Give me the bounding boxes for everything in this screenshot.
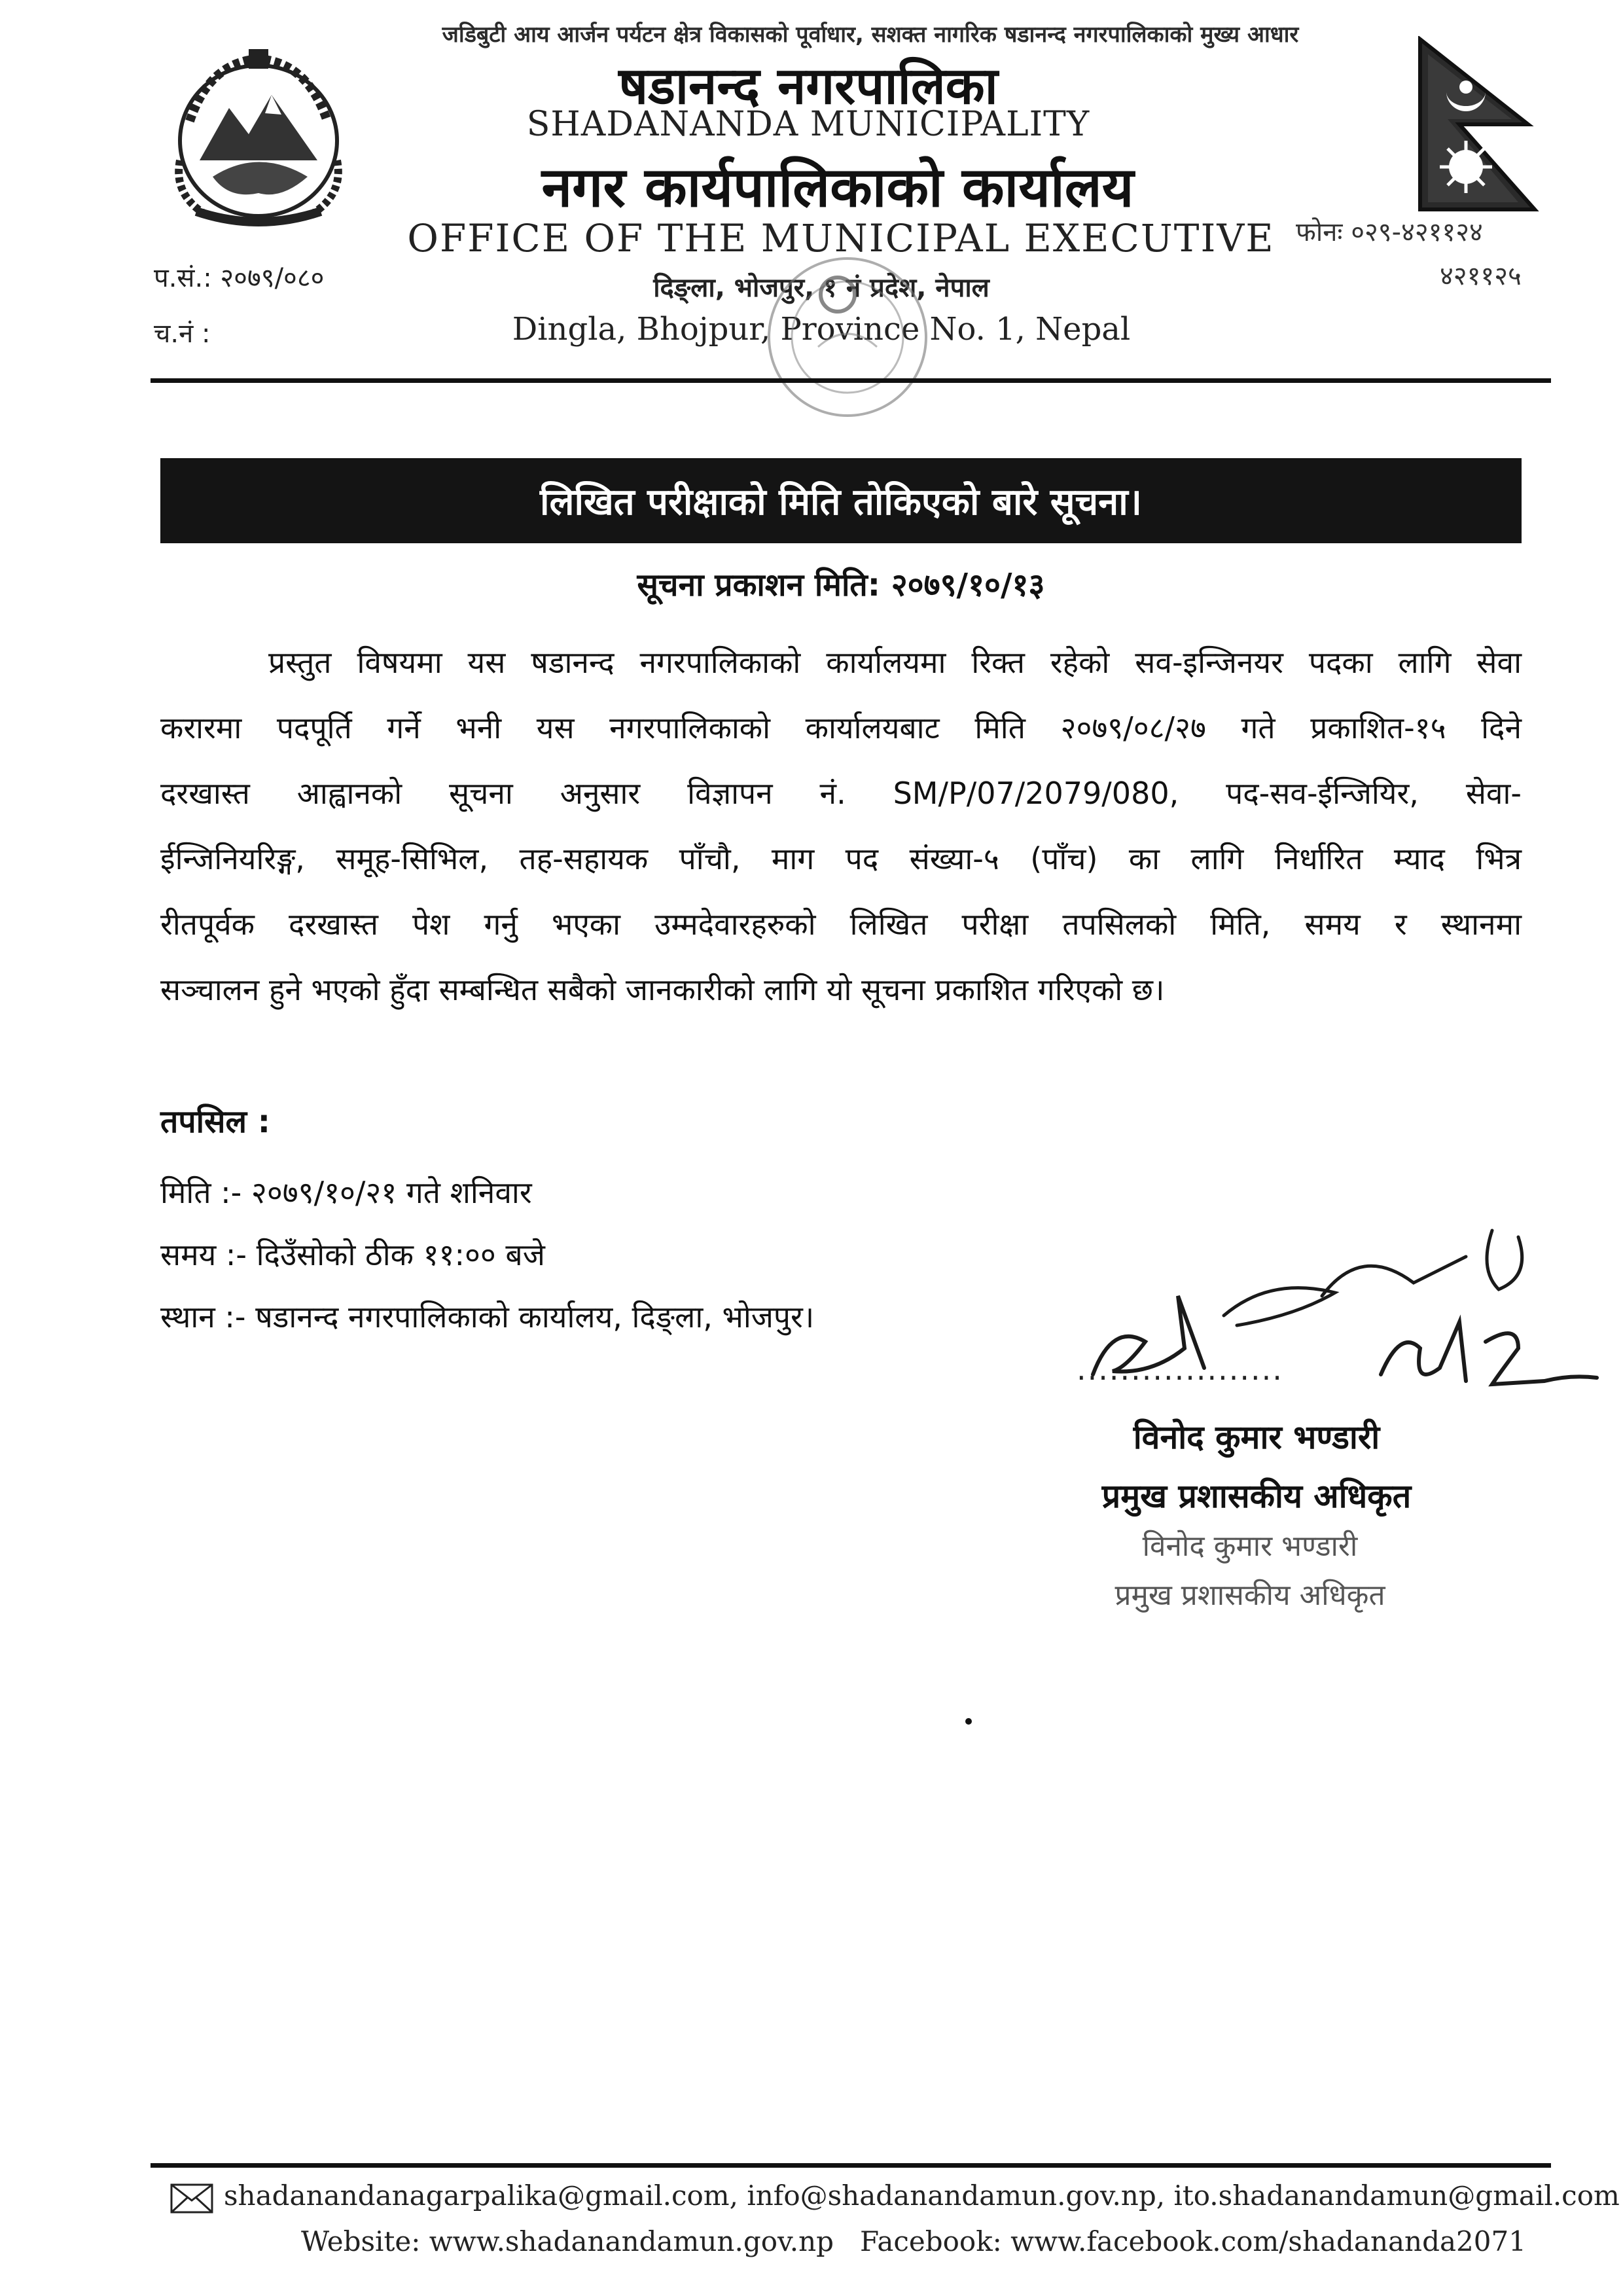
footer-web (301, 2225, 1526, 2257)
publish-date: सूचना प्रकाशन मिति: २०७९/१०/१३ (637, 567, 1045, 603)
letterhead-tagline: जडिबुटी आय आर्जन पर्यटन क्षेत्र विकासको पूर्वाधार, सशक्त नागरिक षडानन्द नगरपालिकाको मुख्य आधार (442, 22, 1299, 48)
nepal-flag-icon (1414, 36, 1544, 213)
detail-venue: स्थान :- षडानन्द नगरपालिकाको कार्यालय, दिङ्ला, भोजपुर। (160, 1299, 815, 1335)
signer-name: विनोद कुमार भण्डारी (1133, 1418, 1380, 1456)
body-line-4: ईन्जिनियरिङ्ग, समूह-सिभिल, तह-सहायक पाँचौ, माग पद संख्या-५ (पाँच) का लागि निर्धारित म्याद भित्र (160, 841, 1522, 876)
phone-number-2: ४२११२५ (1440, 261, 1522, 291)
nepal-emblem-icon (151, 36, 366, 232)
signer-title: प्रमुख प्रशासकीय अधिकृत (1101, 1477, 1412, 1515)
name-stamp: विनोद कुमार भण्डारी (1142, 1530, 1358, 1563)
notice-heading: लिखित परीक्षाको मिति तोकिएको बारे सूचना। (160, 458, 1522, 543)
reference-number: प.सं.: २०७९/०८० (154, 263, 325, 293)
signature-line: ................... (1077, 1352, 1283, 1387)
office-title-en: OFFICE OF THE MUNICIPAL EXECUTIVE (407, 216, 1275, 260)
municipality-title-en: SHADANANDA MUNICIPALITY (526, 105, 1090, 144)
footer-divider (151, 2163, 1551, 2168)
body-line-3: दरखास्त आह्वानको सूचना अनुसार विज्ञापन नं. SM/P/07/2079/080, पद-सव-ईन्जियिर, सेवा- (160, 776, 1522, 811)
body-line-1: प्रस्तुत विषयमा यस षडानन्द नगरपालिकाको कार्यालयमा रिक्त रहेको सव-इन्जिनयर पदका लागि सेवा (268, 645, 1522, 680)
detail-time: समय :- दिउँसोको ठीक ११:०० बजे (160, 1237, 545, 1272)
header-divider (151, 378, 1551, 383)
detail-date: मिति :- २०७९/१०/२१ गते शनिवार (160, 1175, 532, 1210)
footer-emails[interactable]: shadanandanagarpalika@gmail.com, info@shadanandamun.gov.np, ito.shadanandamun@gmail.com (224, 2179, 1620, 2212)
office-title-np: नगर कार्यपालिकाको कार्यालय (541, 155, 1134, 219)
dispatch-number: च.नं : (154, 319, 211, 349)
mail-icon (170, 2183, 213, 2214)
facebook-link[interactable]: Facebook: www.facebook.com/shadananda2071 (860, 2225, 1526, 2257)
address-en: Dingla, Bhojpur, Province No. 1, Nepal (512, 311, 1131, 348)
office-stamp (740, 242, 955, 432)
phone-number: फोनः ०२९-४२११२४ (1296, 217, 1483, 247)
title-stamp: प्रमुख प्रशासकीय अधिकृत (1115, 1579, 1385, 1612)
website-link[interactable]: Website: www.shadanandamun.gov.np (301, 2225, 834, 2257)
stray-mark (965, 1718, 972, 1725)
municipality-title-np: षडानन्द नगरपालिका (618, 57, 998, 116)
body-line-5: रीतपूर्वक दरखास्त पेश गर्नु भएका उम्मदेवारहरुको लिखित परीक्षा तपसिलको मिति, समय र स्थानमा (160, 906, 1522, 942)
body-line-6: सञ्चालन हुने भएको हुँदा सम्बन्धित सबैको जानकारीको लागि यो सूचना प्रकाशित गरिएको छ। (160, 972, 1165, 1007)
address-np: दिङ्ला, भोजपुर, १ नं प्रदेश, नेपाल (653, 273, 990, 303)
details-heading: तपसिल : (160, 1103, 270, 1140)
body-line-2: करारमा पदपूर्ति गर्ने भनी यस नगरपालिकाको कार्यालयबाट मिति २०७९/०८/२७ गते प्रकाशित-१५ दिने (160, 710, 1522, 745)
